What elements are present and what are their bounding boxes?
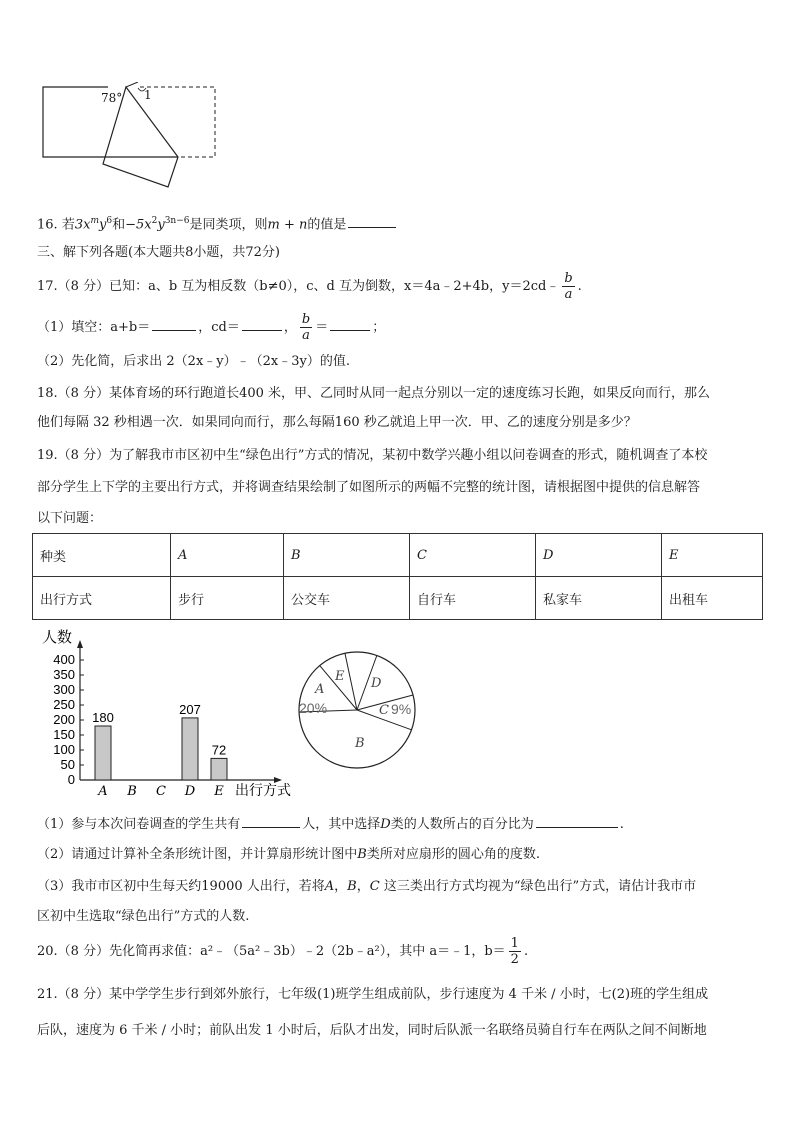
table-cell: A [171, 534, 284, 577]
section-heading: 三、解下列各题(本大题共8小题，共72分) [37, 245, 280, 260]
table-row [33, 534, 763, 577]
question-16: 16. 若$3x^my^6$和$-5x^2y^{3n-6}$是同类项，则m + n的值是 [37, 211, 398, 235]
question-19-part3: （3）我市市区初中生每天约19000 人出行，若将A，B，C 这三类出行方式均视为“绿色出行”方式，请估计我市市 [37, 879, 697, 894]
question-21-line2: 后队，速度为 6 千米 / 小时；前队出发 1 小时后，后队才出发，同时后队派一名联络员骑自行车在两队之间不间断地 [37, 1023, 707, 1038]
bar [182, 718, 198, 780]
pie-slice-label: D [371, 676, 382, 691]
y-tick-label: 200 [53, 712, 75, 727]
question-19-part2: （2）请通过计算补全条形统计图，并计算扇形统计图中B类所对应扇形的圆心角的度数. [37, 847, 540, 862]
geometry-figure [38, 82, 220, 194]
y-tick-label: 400 [53, 652, 75, 667]
answer-blank [152, 316, 196, 331]
x-tick-label: A [98, 784, 108, 799]
table-cell: 步行 [171, 577, 284, 620]
question-17: 17.（8 分）已知：a、b 互为相反数（b≠0），c、d 互为倒数，x＝4a﹣2+4b，y＝2cd﹣ $\frac{b}{a}$ . [37, 271, 582, 302]
fraction-b-over-a: $\frac{b}{a}$ [564, 271, 573, 302]
table-cell: B [284, 534, 410, 577]
y-tick-label: 100 [53, 742, 75, 757]
table-cell: 种类 [33, 534, 171, 577]
table-cell: E [662, 534, 763, 577]
answer-blank [242, 813, 300, 828]
question-21-line1: 21.（8 分）某中学学生步行到郊外旅行，七年级(1)班学生组成前队，步行速度为 4 千米 / 小时，七(2)班的学生组成 [37, 987, 709, 1002]
table-cell: 公交车 [284, 577, 410, 620]
x-axis-label: 出行方式 [235, 783, 291, 799]
table-cell: 私家车 [536, 577, 662, 620]
pie-slice-label: C [379, 703, 389, 718]
question-19-line3: 以下问题： [37, 511, 103, 526]
bar [211, 758, 227, 780]
pie-slice-label: E [335, 669, 345, 684]
answer-blank [536, 813, 618, 828]
angle-label-78: 78° [101, 91, 123, 105]
pie-percent-label: 20% [299, 700, 328, 716]
bar-value-label: 72 [211, 742, 227, 758]
question-18-line1: 18.（8 分）某体育场的环行跑道长400 米，甲、乙同时从同一起点分别以一定的速度练习长跑，如果反向而行，那么 [37, 386, 711, 401]
x-tick-label: B [127, 784, 137, 799]
question-19-part3-line2: 区初中生选取“绿色出行”方式的人数. [37, 909, 250, 924]
y-tick-label: 300 [53, 682, 75, 697]
y-tick-label: 250 [53, 697, 75, 712]
y-tick-label: 150 [53, 727, 75, 742]
bar-value-label: 180 [92, 710, 114, 725]
pie-slice-label: B [355, 736, 365, 751]
bar-chart [30, 628, 300, 803]
question-19-line2: 部分学生上下学的主要出行方式，并将调查结果绘制了如图所示的两幅不完整的统计图，请根据图中提供的信息解答 [37, 480, 701, 495]
x-tick-label: D [184, 784, 196, 799]
question-20: 20.（8 分）先化简再求值：a²﹣（5a²﹣3b）﹣2（2b﹣a²），其中 a＝﹣1，b＝ $\frac{1}{2}$ . [37, 936, 529, 967]
x-tick-label: E [214, 784, 224, 799]
fraction-one-half: $\frac{1}{2}$ [510, 936, 519, 967]
angle-mark-1: 1 [144, 88, 152, 102]
question-17-part1: （1）填空：a+b＝ ，cd＝ ， $\frac{b}{a}$ ＝ ； [37, 312, 386, 343]
table-cell: C [410, 534, 536, 577]
pie-percent-label: 9% [391, 701, 412, 717]
question-18-line2: 他们每隔 32 秒相遇一次．如果同向而行，那么每隔160 秒乙就追上甲一次．甲、乙的速度分别是多少？ [37, 415, 637, 430]
table-cell: 出行方式 [33, 577, 171, 620]
y-tick-label: 0 [67, 772, 75, 787]
table-row [33, 577, 763, 620]
y-tick-label: 50 [60, 757, 75, 772]
bar-value-label: 207 [179, 701, 201, 717]
answer-blank [242, 316, 282, 331]
question-19-part1: （1）参与本次问卷调查的学生共有 人，其中选择D类的人数所占的百分比为 . [37, 813, 624, 835]
fraction-b-over-a: $\frac{b}{a}$ [301, 312, 311, 343]
bar [95, 726, 111, 780]
travel-mode-table [32, 533, 763, 620]
y-axis-arrow [77, 640, 83, 648]
question-19-line1: 19.（8 分）为了解我市市区初中生“绿色出行”方式的情况，某初中数学兴趣小组以问卷调查的形式，随机调查了本校 [37, 448, 708, 463]
answer-blank [330, 316, 370, 331]
pie-slice-label: A [315, 682, 325, 697]
y-tick-label: 350 [53, 667, 75, 682]
table-cell: 自行车 [410, 577, 536, 620]
table-cell: D [536, 534, 662, 577]
y-axis-label: 人数 [42, 628, 73, 646]
pie-chart [295, 650, 425, 775]
table-cell: 出租车 [662, 577, 763, 620]
x-tick-label: C [156, 784, 166, 799]
question-17-part2: （2）先化简，后求出 2（2x﹣y）﹣（2x﹣3y）的值. [37, 354, 350, 369]
answer-blank [348, 213, 396, 228]
